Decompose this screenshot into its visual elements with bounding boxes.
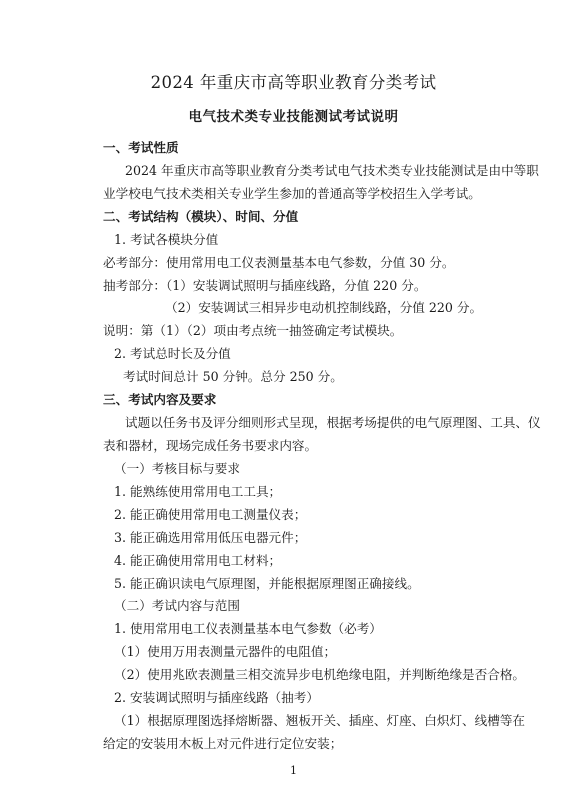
section-heading-content: 三、考试内容及要求	[103, 392, 217, 407]
paragraph-line: 必考部分：使用常用电工仪表测量基本电气参数，分值 30 分。	[103, 255, 455, 270]
paragraph-line: 考试时间总计 50 分钟。总分 250 分。	[123, 369, 343, 384]
section-heading-structure: 二、考试结构（模块）、时间、分值	[103, 209, 299, 224]
paragraph-line: 2024 年重庆市高等职业教育分类考试电气技术类专业技能测试是由中等职	[125, 163, 539, 178]
paragraph-line: 试题以任务书及评分细则形式呈现，根据考场提供的电气原理图、工具、仪	[125, 415, 541, 430]
paragraph-line: 业学校电气技术类相关专业学生参加的普通高等学校招生入学考试。	[103, 186, 481, 201]
paragraph-line: 给定的安装用木板上对元件进行定位安装；	[103, 736, 343, 751]
list-item: 5. 能正确识读电气原理图，并能根据原理图正确接线。	[114, 576, 420, 591]
section-heading-nature: 一、考试性质	[103, 140, 179, 155]
list-item: 2. 安装调试照明与插座线路（抽考）	[114, 690, 319, 705]
list-item: 2. 能正确使用常用电工测量仪表；	[114, 507, 307, 522]
paragraph-line: （2）安装调试三相异步电动机控制线路，分值 220 分。	[165, 300, 483, 315]
page-number: 1	[290, 764, 297, 777]
paragraph-line: 说明：第（1）（2）项由考点统一抽签确定考试模块。	[103, 323, 403, 338]
list-item: 1. 使用常用电工仪表测量基本电气参数（必考）	[114, 621, 382, 636]
list-item: 1. 能熟练使用常用电工工具；	[114, 484, 282, 499]
list-item: （1）使用万用表测量元器件的电阻值；	[114, 644, 337, 659]
subheading-duration: 2. 考试总时长及分值	[114, 346, 231, 361]
paragraph-line: 表和器材，现场完成任务书要求内容。	[103, 438, 318, 453]
subheading-objectives: （一）考核目标与要求	[114, 461, 240, 476]
list-item: 3. 能正确选用常用低压电器元件；	[114, 530, 307, 545]
subheading-scope: （二）考试内容与范围	[114, 598, 240, 613]
page-subtitle: 电气技术类专业技能测试考试说明	[188, 109, 399, 125]
list-item: （1）根据原理图选择熔断器、翘板开关、插座、灯座、白炽灯、线槽等在	[114, 713, 526, 728]
list-item: （2）使用兆欧表测量三相交流异步电机绝缘电阻，并判断绝缘是否合格。	[114, 667, 526, 682]
paragraph-line: 抽考部分：（1）安装调试照明与插座线路，分值 220 分。	[103, 278, 427, 293]
page-title: 2024 年重庆市高等职业教育分类考试	[150, 73, 437, 92]
subheading-module-scores: 1. 考试各模块分值	[114, 232, 219, 247]
list-item: 4. 能正确使用常用电工材料；	[114, 553, 282, 568]
